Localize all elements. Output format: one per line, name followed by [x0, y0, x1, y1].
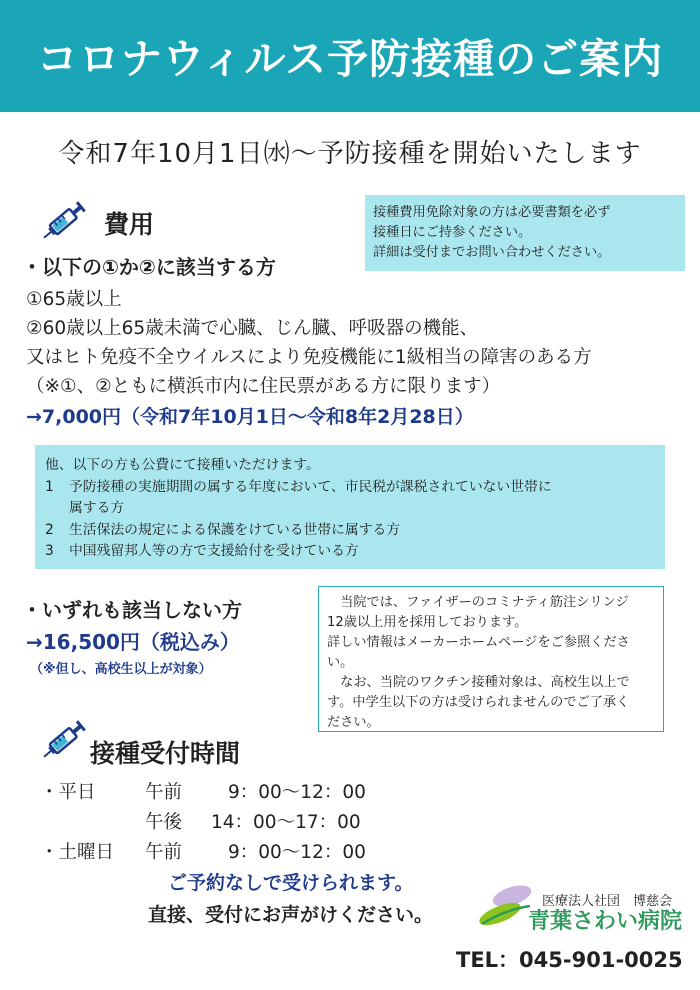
syringe-icon [36, 712, 92, 768]
item-number: 1 [45, 478, 54, 495]
note-line: す。中学生以下の方は受けられませんのでご了承く [327, 695, 630, 710]
hospital-name: 青葉さわい病院 [528, 909, 683, 934]
note-line: 詳細は受付までお問い合わせください。 [373, 245, 611, 260]
public-funding-box [35, 445, 665, 569]
note-line: ださい。 [327, 715, 380, 730]
note-line: 接種日にご持参ください。 [373, 225, 532, 240]
item-text: 属する方 [69, 500, 125, 516]
hours-time: 9：00～12：00 [228, 782, 366, 803]
item-number: 2 [45, 521, 54, 538]
eligible-line: ①65歳以上 [26, 289, 122, 310]
eligible-line: ②60歳以上65歳未満で心臓、じん臓、呼吸器の機能、 [26, 318, 479, 339]
item-text: 中国残留邦人等の方で支援給付を受けている方 [69, 543, 359, 559]
public-intro: 他、以下の方も公費にて接種いただけます。 [45, 457, 320, 473]
other-price: →16,500円（税込み） [26, 630, 240, 654]
hours-time: 14：00～17：00 [211, 812, 361, 833]
item-text: 予防接種の実施期間の属する年度において、市民税が課税されていない世帯に [69, 478, 552, 495]
item-number: 3 [45, 543, 54, 559]
note-line: 当院では、ファイザーのコミナティ筋注シリンジ [327, 595, 629, 610]
direct-note: 直接、受付にお声がけください。 [148, 904, 434, 926]
syringe-icon [36, 193, 92, 249]
hours-period: 午後 [145, 812, 183, 833]
hospital-logo-icon [476, 884, 534, 930]
hospital-vaccine-note [318, 586, 664, 732]
hours-heading: 接種受付時間 [90, 739, 241, 768]
note-line: い。 [327, 655, 354, 670]
hours-time: 9：00～12：00 [228, 842, 366, 863]
hours-period: 午前 [145, 842, 183, 863]
hospital-org: 医療法人社団 博慈会 [542, 894, 673, 909]
note-line: なお、当院のワクチン接種対象は、高校生以上で [327, 675, 630, 690]
eligible-heading: ・以下の①か②に該当する方 [22, 255, 276, 279]
eligible-price: →7,000円（令和7年10月1日～令和8年2月28日） [26, 406, 474, 428]
public-item [45, 498, 655, 520]
public-item [45, 541, 655, 563]
hours-day: ・平日 [40, 782, 96, 803]
hours-day: ・土曜日 [40, 842, 115, 863]
item-text: 生活保法の規定による保護をけている世帯に属する方 [69, 521, 401, 538]
cost-heading: 費用 [104, 210, 155, 239]
page-title: コロナウィルス予防接種のご案内 [36, 35, 664, 83]
note-line: 12歳以上用を採用しております。 [327, 615, 528, 630]
public-item [45, 477, 655, 499]
eligible-line: 又はヒト免疫不全ウイルスにより免疫機能に1級相当の障害のある方 [26, 347, 592, 368]
note-line: 接種費用免除対象の方は必要書類を必ず [373, 205, 611, 220]
hours-period: 午前 [145, 782, 183, 803]
no-reservation-note: ご予約なしで受けられます。 [168, 872, 414, 894]
item-number [45, 498, 69, 520]
public-item [45, 520, 655, 542]
eligible-line: （※①、②ともに横浜市内に住民票がある方に限ります） [26, 376, 501, 397]
other-heading: ・いずれも該当しない方 [22, 598, 242, 622]
exemption-note-box [365, 195, 685, 271]
start-date-line: 令和7年10月1日㈬～予防接種を開始いたします [58, 139, 642, 169]
other-note: （※但し、高校生以上が対象） [30, 662, 212, 677]
hospital-tel: TEL：045-901-0025 [456, 948, 683, 972]
note-line: 詳しい情報はメーカーホームページをご参照くださ [327, 635, 630, 650]
